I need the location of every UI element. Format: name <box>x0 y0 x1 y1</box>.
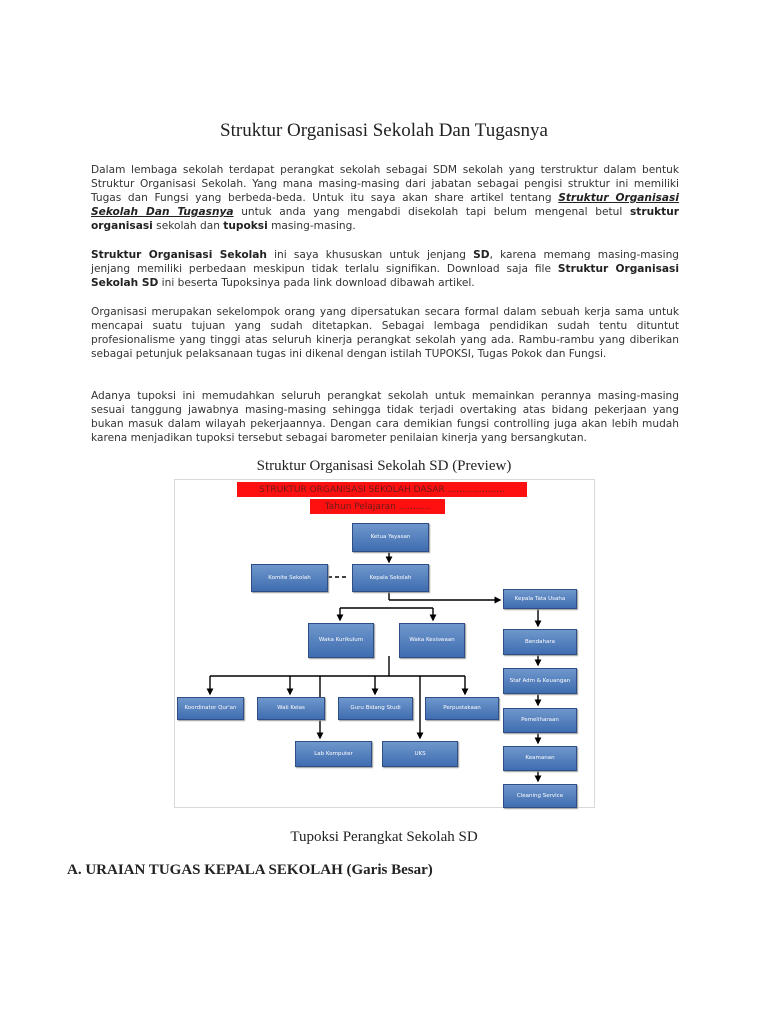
box-perpustakaan: Perpustakaan <box>425 697 499 720</box>
box-waka-kurikulum: Waka Kurikulum <box>308 623 374 658</box>
p2-bold: Struktur Organisasi Sekolah <box>91 249 267 261</box>
chart-caption: Struktur Organisasi Sekolah SD (Preview) <box>256 458 512 474</box>
org-chart-image <box>174 479 595 808</box>
paragraph-tupoksi: Adanya tupoksi ini memudahkan seluruh perangkat sekolah untuk memainkan perannya masing-masing sesuai tanggung jawabnya masing-masing sehingga tidak terjadi overtaking atas bidang pekerjaan yang bukan masuk dalam wilayah pekerjaannya. Dengan cara demikian fungsi controlling juga akan lebih mudah karena menjadikan tupoksi tersebut sebagai barometer penilaian kinerja yang bersangkutan. <box>91 390 679 444</box>
box-cleaning-service: Cleaning Service <box>503 784 577 808</box>
p2-text: ini beserta Tupoksinya pada link download dibawah artikel. <box>158 277 475 289</box>
chart-subheader-red: Tahun Pelajaran ........... <box>310 499 445 514</box>
box-keamanan: Keamanan <box>503 746 577 771</box>
p1-text: masing-masing. <box>267 220 356 232</box>
box-uks: UKS <box>382 741 458 767</box>
p1-text: sekolah dan <box>152 220 224 232</box>
paragraph-jenjang <box>91 248 679 290</box>
article-title: Struktur Organisasi Sekolah Dan Tugasnya <box>220 120 548 141</box>
paragraph-organisasi: Organisasi merupakan sekelompok orang yang dipersatukan secara formal dalam sebuah kerja sama untuk mencapai suatu tujuan yang sudah ditetapkan. Sebagai lembaga pendidikan sudah tentu dituntut profesionalisme yang tinggi atas seluruh kinerja perangkat sekolah yang ada. Rambu-rambu yang diberikan sebagai petunjuk pelaksanaan tugas ini dikenal dengan istilah TUPOKSI, Tugas Pokok dan Fungsi. <box>91 306 679 360</box>
box-wali-kelas: Wali Kelas <box>257 697 325 720</box>
paragraph-intro <box>91 163 679 233</box>
article-link[interactable]: Struktur Organisasi Sekolah Dan Tugasnya <box>91 192 679 218</box>
box-waka-kesiswaan: Waka Kesiswaan <box>399 623 465 658</box>
box-kepala-sekolah: Kepala Sekolah <box>352 564 429 592</box>
section-heading: A. URAIAN TUGAS KEPALA SEKOLAH (Garis Besar) <box>67 862 433 878</box>
box-ketua-yayasan: Ketua Yayasan <box>352 523 429 552</box>
p2-text: , karena memang masing-masing jenjang memiliki perbedaan meskipun tidak terlalu signifikan. Download saja file <box>91 249 680 275</box>
p1-bold: tupoksi <box>223 220 268 232</box>
box-koordinator-quran: Koordinator Qur'an <box>177 697 244 720</box>
box-bendahara: Bendahara <box>503 629 577 655</box>
p2-bold: Struktur Organisasi Sekolah SD <box>91 263 679 289</box>
p2-bold: SD <box>473 249 490 261</box>
box-kepala-tata-usaha: Kepala Tata Usaha <box>503 589 577 609</box>
p2-text: ini saya khususkan untuk jenjang <box>266 249 474 261</box>
box-pemeliharaan: Pemeliharaan <box>503 708 577 733</box>
p1-text: Dalam lembaga sekolah terdapat perangkat sekolah sebagai SDM sekolah yang terstruktur dalam bentuk Struktur Organisasi Sekolah. Yang mana masing-masing dari jabatan sebagai pengisi struktur ini memiliki Tugas dan Fungsi yang berbeda-beda. Untuk itu saya akan share artikel tentang <box>91 164 679 204</box>
p1-bold: struktur organisasi <box>91 206 679 232</box>
box-lab-komputer: Lab Komputer <box>295 741 372 767</box>
box-komite-sekolah: Komite Sekolah <box>251 564 328 592</box>
chart-caption-tupoksi: Tupoksi Perangkat Sekolah SD <box>290 829 478 845</box>
chart-header-red: STRUKTUR ORGANISASI SEKOLAH DASAR .................... <box>237 482 527 497</box>
box-guru-bidang-studi: Guru Bidang Studi <box>338 697 413 720</box>
p1-text: untuk anda yang mengabdi disekolah tapi belum mengenal betul <box>233 206 630 218</box>
box-staf-adm: Staf Adm & Keuangan <box>503 668 577 694</box>
